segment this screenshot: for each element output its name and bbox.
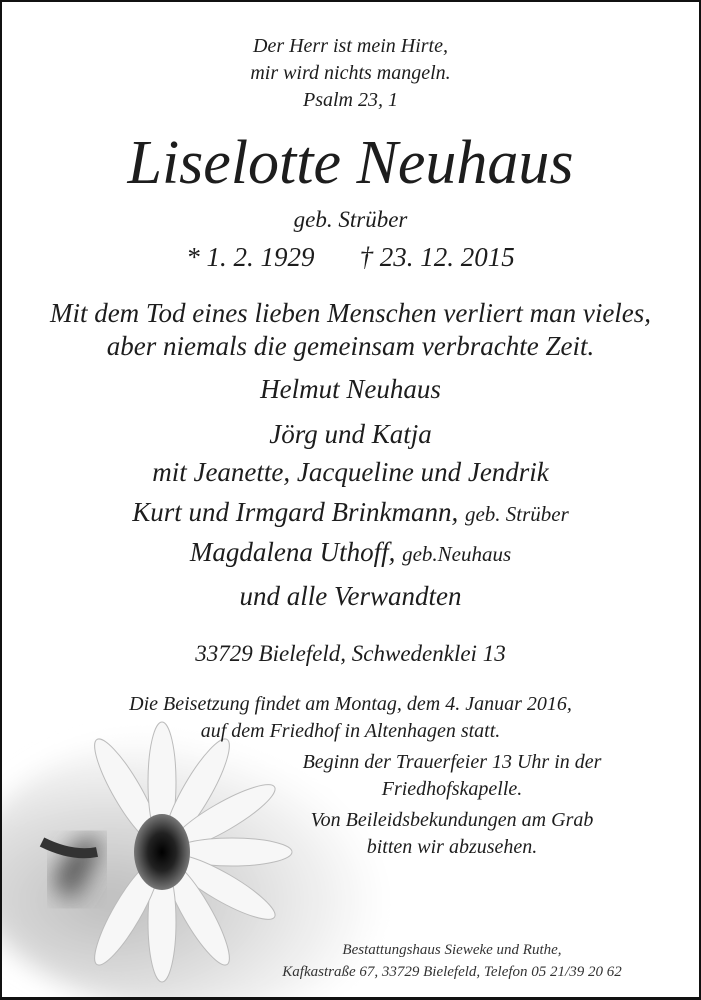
burial-line: Die Beisetzung findet am Montag, dem 4. Januar 2016,: [129, 693, 572, 715]
deceased-name: Liselotte Neuhaus: [127, 129, 574, 197]
burial-line: bitten wir abzusehen.: [366, 836, 538, 858]
maiden-name: geb. Strüber: [293, 207, 408, 232]
verse-line: Der Herr ist mein Hirte,: [253, 35, 448, 57]
verse-reference: Psalm 23, 1: [303, 89, 398, 111]
mourner: [2, 459, 699, 486]
mourner-note: geb. Strüber: [464, 502, 569, 526]
mourner: [2, 499, 699, 526]
mourner-name: Magdalena Uthoff,: [189, 537, 396, 567]
mourner: [2, 421, 699, 448]
quote-line: aber niemals die gemeinsam verbrachte Zeit.: [106, 331, 595, 361]
verse-line: mir wird nichts mangeln.: [250, 62, 451, 84]
life-dates: [2, 244, 699, 271]
mourner: [2, 583, 699, 610]
death-date: † 23. 12. 2015: [359, 242, 515, 272]
mourner: [2, 376, 699, 403]
burial-line: auf dem Friedhof in Altenhagen statt.: [200, 720, 501, 742]
burial-line: Beginn der Trauerfeier 13 Uhr in der: [302, 751, 602, 773]
burial-line: Von Beileidsbekundungen am Grab: [310, 809, 594, 831]
mourner-name: Jörg und Katja: [269, 419, 432, 449]
mourner-name: mit Jeanette, Jacqueline und Jendrik: [152, 457, 549, 487]
mourner-name: Kurt und Irmgard Brinkmann,: [132, 497, 459, 527]
mourner-note: geb.Neuhaus: [402, 542, 512, 566]
quote-line: Mit dem Tod eines lieben Menschen verliert man vieles,: [49, 298, 652, 328]
birth-date: * 1. 2. 1929: [186, 242, 315, 272]
mourner-name: und alle Verwandten: [239, 581, 462, 611]
funeral-home-address: Kafkastraße 67, 33729 Bielefeld, Telefon 05 21/39 20 62: [282, 964, 622, 980]
mourner-name: Helmut Neuhaus: [260, 374, 441, 404]
funeral-home-name: Bestattungshaus Sieweke und Ruthe,: [342, 942, 562, 958]
burial-line: Friedhofskapelle.: [381, 778, 523, 800]
family-address: 33729 Bielefeld, Schwedenklei 13: [195, 641, 506, 666]
mourner: [2, 539, 699, 566]
